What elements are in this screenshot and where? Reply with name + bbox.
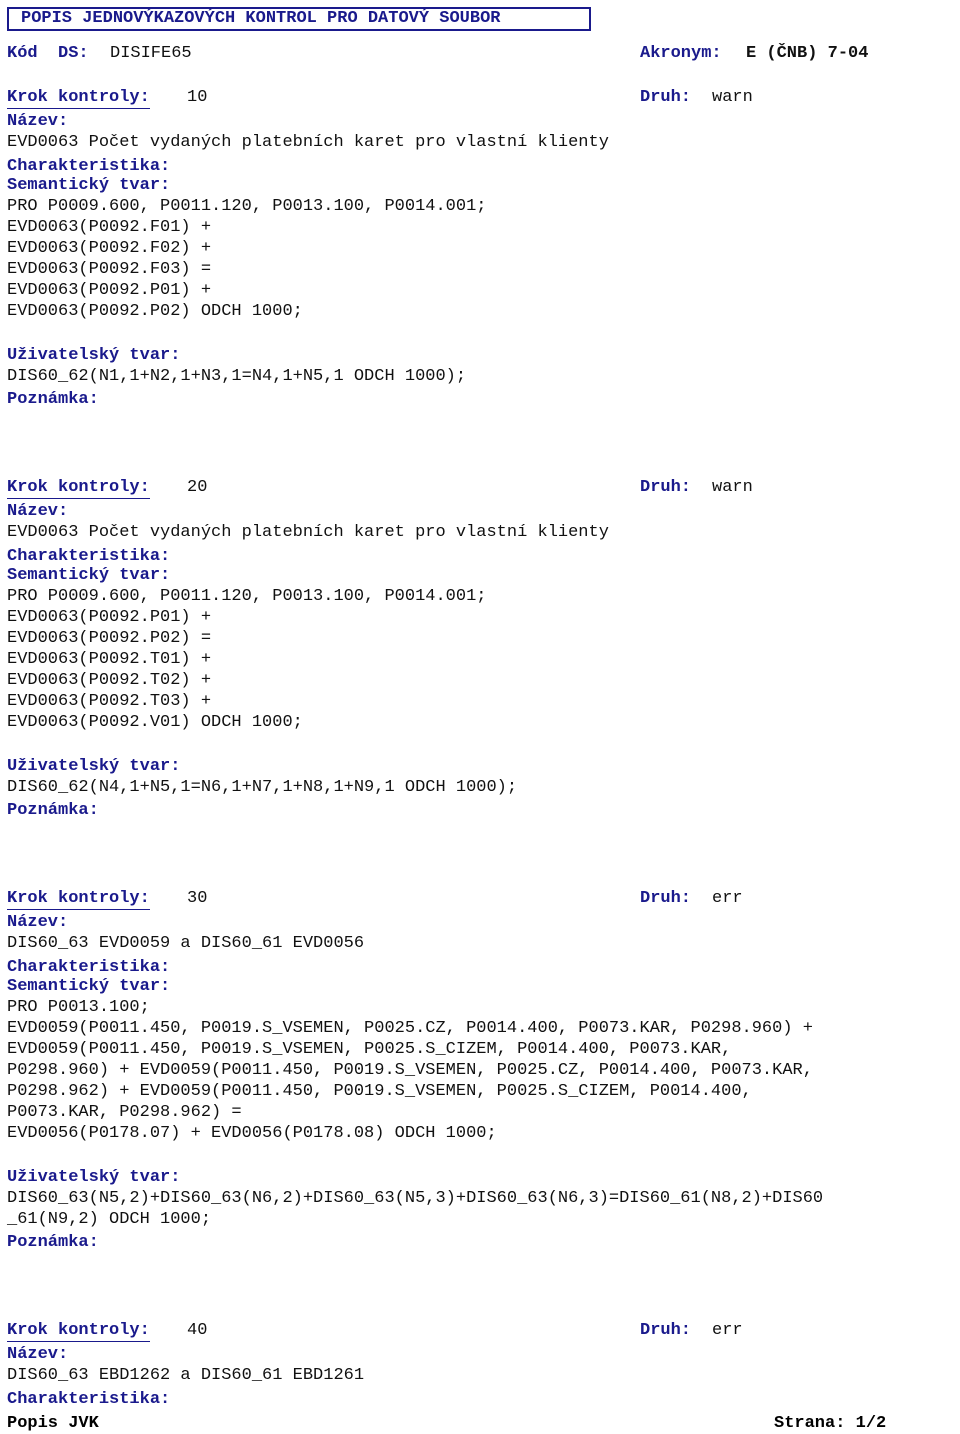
name-label: Název: <box>7 1345 69 1364</box>
step-number: 20 <box>187 478 208 497</box>
footer-page: Strana: 1/2 <box>774 1414 887 1433</box>
semantic-line: EVD0063(P0092.T03) + <box>7 692 212 711</box>
semantic-line: EVD0063(P0092.P02) = <box>7 629 212 648</box>
semantic-line: EVD0063(P0092.T02) + <box>7 671 212 690</box>
user-form-line: _61(N9,2) ODCH 1000; <box>7 1210 212 1229</box>
characteristic-label: Charakteristika: <box>7 1390 171 1409</box>
step-label-text: Krok kontroly: <box>7 88 150 107</box>
step-number: 40 <box>187 1321 208 1340</box>
type-label: Druh: <box>640 1321 692 1340</box>
semantic-line: EVD0063(P0092.F03) = <box>7 260 212 279</box>
semantic-line: PRO P0009.600, P0011.120, P0013.100, P0014.001; <box>7 197 487 216</box>
semantic-line: EVD0063(P0092.P01) + <box>7 281 212 300</box>
step-label <box>7 477 150 498</box>
step-label-text: Krok kontroly: <box>7 1321 150 1340</box>
user-form-line: DIS60_63(N5,2)+DIS60_63(N6,2)+DIS60_63(N5,3)+DIS60_63(N6,3)=DIS60_61(N8,2)+DIS60 <box>7 1189 824 1208</box>
user-form-label: Uživatelský tvar: <box>7 1168 181 1187</box>
semantic-line: PRO P0009.600, P0011.120, P0013.100, P0014.001; <box>7 587 487 606</box>
acronym-value: E (ČNB) 7-04 <box>746 44 869 63</box>
user-form-line: DIS60_62(N1,1+N2,1+N3,1=N4,1+N5,1 ODCH 1000); <box>7 367 467 386</box>
semantic-line: P0298.960) + EVD0059(P0011.450, P0019.S_VSEMEN, P0025.CZ, P0014.400, P0073.KAR, <box>7 1061 813 1080</box>
step-label-text: Krok kontroly: <box>7 889 150 908</box>
user-form-label: Uživatelský tvar: <box>7 346 181 365</box>
acronym-label: Akronym: <box>640 44 722 63</box>
name-value: DIS60_63 EBD1262 a DIS60_61 EBD1261 <box>7 1366 365 1385</box>
semantic-line: P0298.962) + EVD0059(P0011.450, P0019.S_VSEMEN, P0025.S_CIZEM, P0014.400, <box>7 1082 752 1101</box>
name-label: Název: <box>7 913 69 932</box>
type-label: Druh: <box>640 88 692 107</box>
note-label: Poznámka: <box>7 1233 99 1252</box>
semantic-line: EVD0063(P0092.F02) + <box>7 239 212 258</box>
type-value: warn <box>712 88 753 107</box>
step-number: 30 <box>187 889 208 908</box>
note-label: Poznámka: <box>7 801 99 820</box>
semantic-line: EVD0056(P0178.07) + EVD0056(P0178.08) ODCH 1000; <box>7 1124 497 1143</box>
type-value: err <box>712 889 743 908</box>
semantic-line: EVD0063(P0092.P01) + <box>7 608 212 627</box>
semantic-line: EVD0059(P0011.450, P0019.S_VSEMEN, P0025.S_CIZEM, P0014.400, P0073.KAR, <box>7 1040 732 1059</box>
semantic-line: EVD0059(P0011.450, P0019.S_VSEMEN, P0025.CZ, P0014.400, P0073.KAR, P0298.960) + <box>7 1019 813 1038</box>
type-value: err <box>712 1321 743 1340</box>
semantic-line: EVD0063(P0092.T01) + <box>7 650 212 669</box>
semantic-label: Semantický tvar: <box>7 566 171 585</box>
characteristic-label: Charakteristika: <box>7 157 171 176</box>
step-label <box>7 888 150 909</box>
note-label: Poznámka: <box>7 390 99 409</box>
name-value: EVD0063 Počet vydaných platebních karet pro vlastní klienty <box>7 523 609 542</box>
step-number: 10 <box>187 88 208 107</box>
type-label: Druh: <box>640 478 692 497</box>
characteristic-label: Charakteristika: <box>7 958 171 977</box>
type-value: warn <box>712 478 753 497</box>
document-title: POPIS JEDNOVÝKAZOVÝCH KONTROL PRO DATOVÝ SOUBOR <box>7 7 591 31</box>
semantic-label: Semantický tvar: <box>7 176 171 195</box>
semantic-line: P0073.KAR, P0298.962) = <box>7 1103 242 1122</box>
name-value: EVD0063 Počet vydaných platebních karet pro vlastní klienty <box>7 133 609 152</box>
semantic-line: EVD0063(P0092.V01) ODCH 1000; <box>7 713 303 732</box>
name-label: Název: <box>7 112 69 131</box>
type-label: Druh: <box>640 889 692 908</box>
name-value: DIS60_63 EVD0059 a DIS60_61 EVD0056 <box>7 934 365 953</box>
step-label-text: Krok kontroly: <box>7 478 150 497</box>
semantic-line: EVD0063(P0092.P02) ODCH 1000; <box>7 302 303 321</box>
user-form-line: DIS60_62(N4,1+N5,1=N6,1+N7,1+N8,1+N9,1 ODCH 1000); <box>7 778 518 797</box>
footer-left: Popis JVK <box>7 1414 99 1433</box>
user-form-label: Uživatelský tvar: <box>7 757 181 776</box>
semantic-label: Semantický tvar: <box>7 977 171 996</box>
ds-code-value: DISIFE65 <box>110 44 192 63</box>
step-label <box>7 87 150 108</box>
step-label <box>7 1320 150 1341</box>
characteristic-label: Charakteristika: <box>7 547 171 566</box>
semantic-line: PRO P0013.100; <box>7 998 150 1017</box>
ds-code-label: Kód DS: <box>7 44 89 63</box>
semantic-line: EVD0063(P0092.F01) + <box>7 218 212 237</box>
name-label: Název: <box>7 502 69 521</box>
